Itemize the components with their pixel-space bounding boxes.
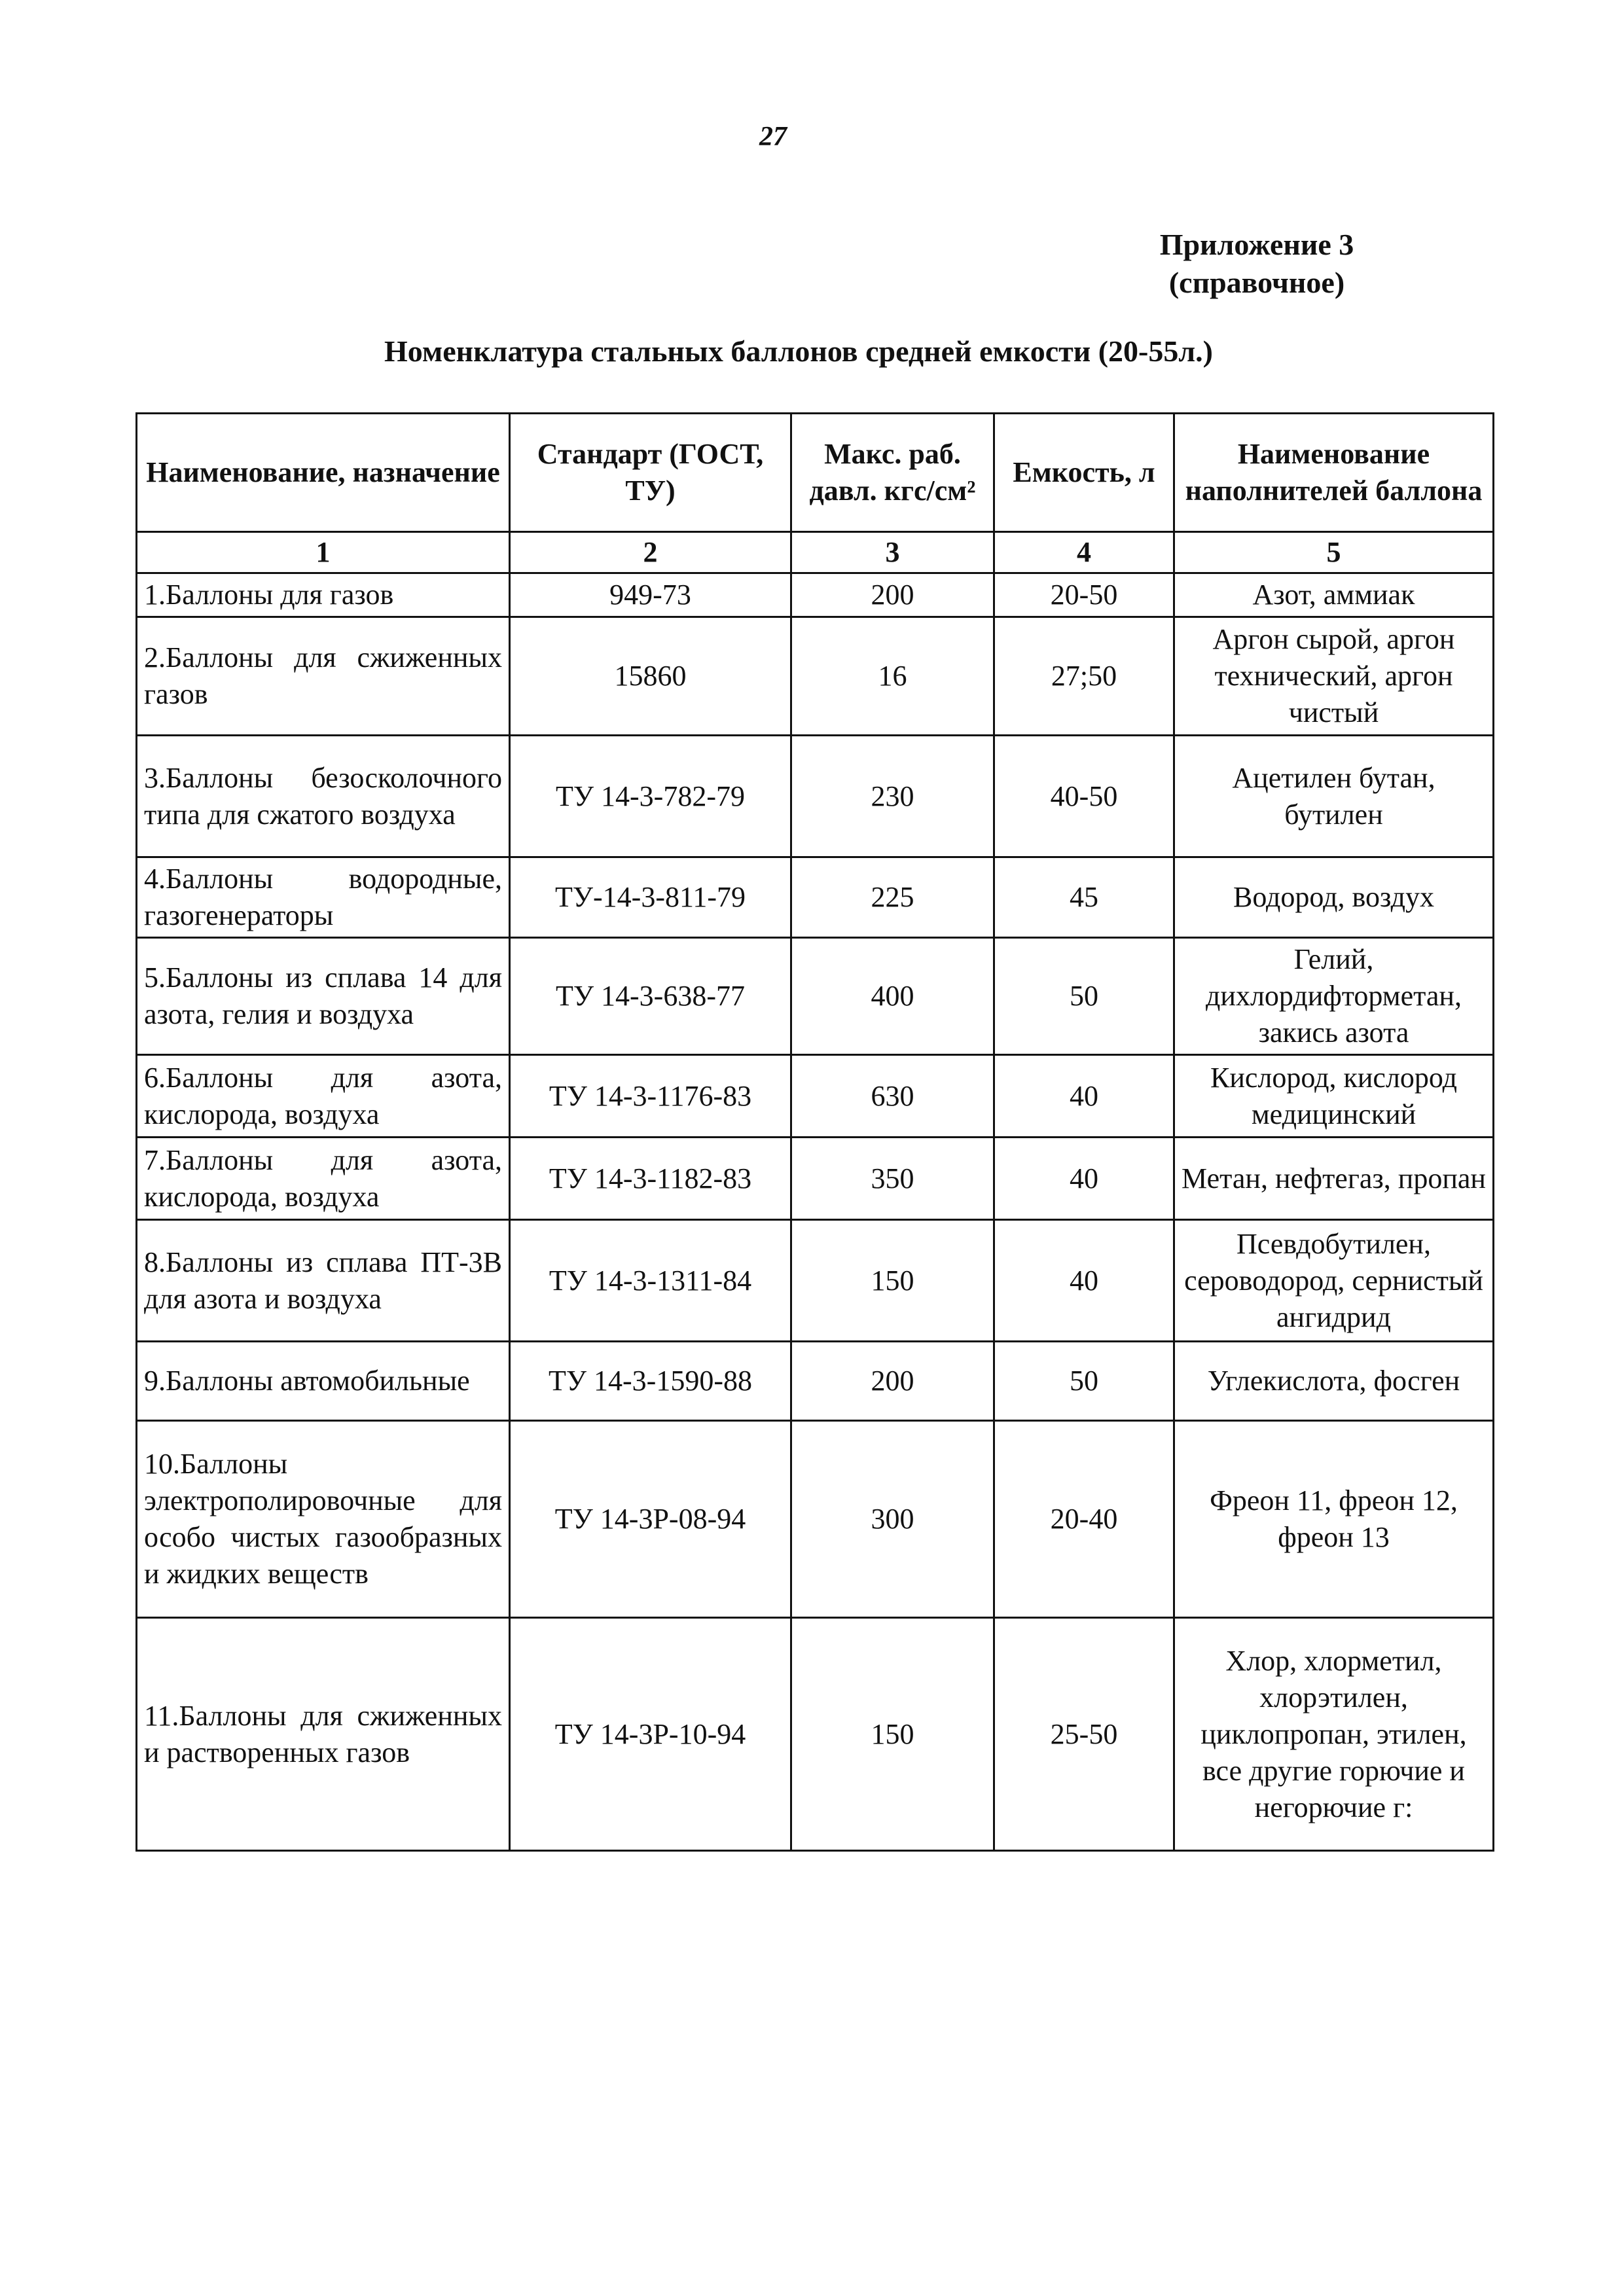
cell-pressure: 230 xyxy=(791,736,994,857)
cell-pressure: 16 xyxy=(791,617,994,736)
cell-pressure: 200 xyxy=(791,573,994,617)
appendix-line2: (справочное) xyxy=(1168,266,1345,299)
cell-capacity: 20-50 xyxy=(994,573,1174,617)
cell-pressure: 350 xyxy=(791,1138,994,1220)
appendix-line1: Приложение 3 xyxy=(1159,228,1354,261)
header-capacity: Емкость, л xyxy=(994,414,1174,532)
table-row xyxy=(137,736,1494,857)
cell-standard: ТУ 14-3-1311-84 xyxy=(510,1220,791,1342)
cell-standard: ТУ 14-3-1590-88 xyxy=(510,1342,791,1421)
cell-name: 4.Баллоны водородные, газогенераторы xyxy=(137,857,510,938)
column-number: 1 xyxy=(137,532,510,573)
cell-pressure: 400 xyxy=(791,938,994,1055)
cell-fillers: Хлор, хлорметил, хлорэтилен, циклопропан, этилен, все другие горючие и негорючие г: xyxy=(1174,1618,1494,1851)
page-number: 27 xyxy=(759,122,787,152)
header-name: Наименование, назначение xyxy=(137,414,510,532)
cell-name: 8.Баллоны из сплава ПТ-3В для азота и воздуха xyxy=(137,1220,510,1342)
cell-capacity: 40-50 xyxy=(994,736,1174,857)
cell-fillers: Ацетилен бутан, бутилен xyxy=(1174,736,1494,857)
cell-name: 3.Баллоны безосколочного типа для сжатого воздуха xyxy=(137,736,510,857)
header-standard: Стандарт (ГОСТ, ТУ) xyxy=(510,414,791,532)
cell-standard: ТУ 14-3Р-08-94 xyxy=(510,1421,791,1618)
cell-name: 7.Баллоны для азота, кислорода, воздуха xyxy=(137,1138,510,1220)
header-row xyxy=(137,414,1494,532)
cell-fillers: Водород, воздух xyxy=(1174,857,1494,938)
cell-name: 2.Баллоны для сжиженных газов xyxy=(137,617,510,736)
cell-fillers: Аргон сырой, аргон технический, аргон чистый xyxy=(1174,617,1494,736)
cell-standard: ТУ 14-3-1176-83 xyxy=(510,1055,791,1138)
column-number-row xyxy=(137,532,1494,573)
cell-capacity: 45 xyxy=(994,857,1174,938)
column-number: 5 xyxy=(1174,532,1494,573)
cell-capacity: 50 xyxy=(994,938,1174,1055)
cell-standard: 15860 xyxy=(510,617,791,736)
document-title: Номенклатура стальных баллонов средней емкости (20-55л.) xyxy=(384,334,1214,368)
cell-name: 11.Баллоны для сжиженных и растворенных газов xyxy=(137,1618,510,1851)
cell-capacity: 40 xyxy=(994,1055,1174,1138)
cell-name: 9.Баллоны автомобильные xyxy=(137,1342,510,1421)
cell-fillers: Кислород, кислород медицинский xyxy=(1174,1055,1494,1138)
cell-standard: ТУ 14-3-638-77 xyxy=(510,938,791,1055)
header-pressure: Макс. раб. давл. кгс/см² xyxy=(791,414,994,532)
cell-pressure: 300 xyxy=(791,1421,994,1618)
appendix-label xyxy=(1113,226,1401,302)
cell-name: 6.Баллоны для азота, кислорода, воздуха xyxy=(137,1055,510,1138)
table-row xyxy=(137,1342,1494,1421)
cell-capacity: 50 xyxy=(994,1342,1174,1421)
cell-standard: ТУ 14-3Р-10-94 xyxy=(510,1618,791,1851)
cell-pressure: 150 xyxy=(791,1618,994,1851)
cell-name: 10.Баллоны электрополировочные для особо чистых газообразных и жидких веществ xyxy=(137,1421,510,1618)
table-row xyxy=(137,1618,1494,1851)
cell-pressure: 200 xyxy=(791,1342,994,1421)
cell-fillers: Фреон 11, фреон 12, фреон 13 xyxy=(1174,1421,1494,1618)
column-number: 2 xyxy=(510,532,791,573)
cell-capacity: 25-50 xyxy=(994,1618,1174,1851)
cell-capacity: 27;50 xyxy=(994,617,1174,736)
header-fillers: Наименование наполнителей баллона xyxy=(1174,414,1494,532)
cell-standard: ТУ-14-3-811-79 xyxy=(510,857,791,938)
cell-pressure: 630 xyxy=(791,1055,994,1138)
cell-fillers: Псевдобутилен, сероводород, сернистый ангидрид xyxy=(1174,1220,1494,1342)
table-row xyxy=(137,1421,1494,1618)
cell-fillers: Азот, аммиак xyxy=(1174,573,1494,617)
cell-capacity: 40 xyxy=(994,1138,1174,1220)
cell-pressure: 150 xyxy=(791,1220,994,1342)
cell-capacity: 20-40 xyxy=(994,1421,1174,1618)
cell-standard: ТУ 14-3-782-79 xyxy=(510,736,791,857)
cylinder-table xyxy=(135,412,1494,1852)
column-number: 3 xyxy=(791,532,994,573)
table-row xyxy=(137,573,1494,617)
table-row xyxy=(137,1220,1494,1342)
cell-name: 5.Баллоны из сплава 14 для азота, гелия и воздуха xyxy=(137,938,510,1055)
cell-fillers: Углекислота, фосген xyxy=(1174,1342,1494,1421)
cell-fillers: Гелий, дихлордифторметан, закись азота xyxy=(1174,938,1494,1055)
cell-standard: 949-73 xyxy=(510,573,791,617)
cell-standard: ТУ 14-3-1182-83 xyxy=(510,1138,791,1220)
cell-fillers: Метан, нефтегаз, пропан xyxy=(1174,1138,1494,1220)
cell-capacity: 40 xyxy=(994,1220,1174,1342)
table-row xyxy=(137,1055,1494,1138)
cell-name: 1.Баллоны для газов xyxy=(137,573,510,617)
table-row xyxy=(137,617,1494,736)
table-row xyxy=(137,938,1494,1055)
cell-pressure: 225 xyxy=(791,857,994,938)
table-row xyxy=(137,1138,1494,1220)
column-number: 4 xyxy=(994,532,1174,573)
table-row xyxy=(137,857,1494,938)
